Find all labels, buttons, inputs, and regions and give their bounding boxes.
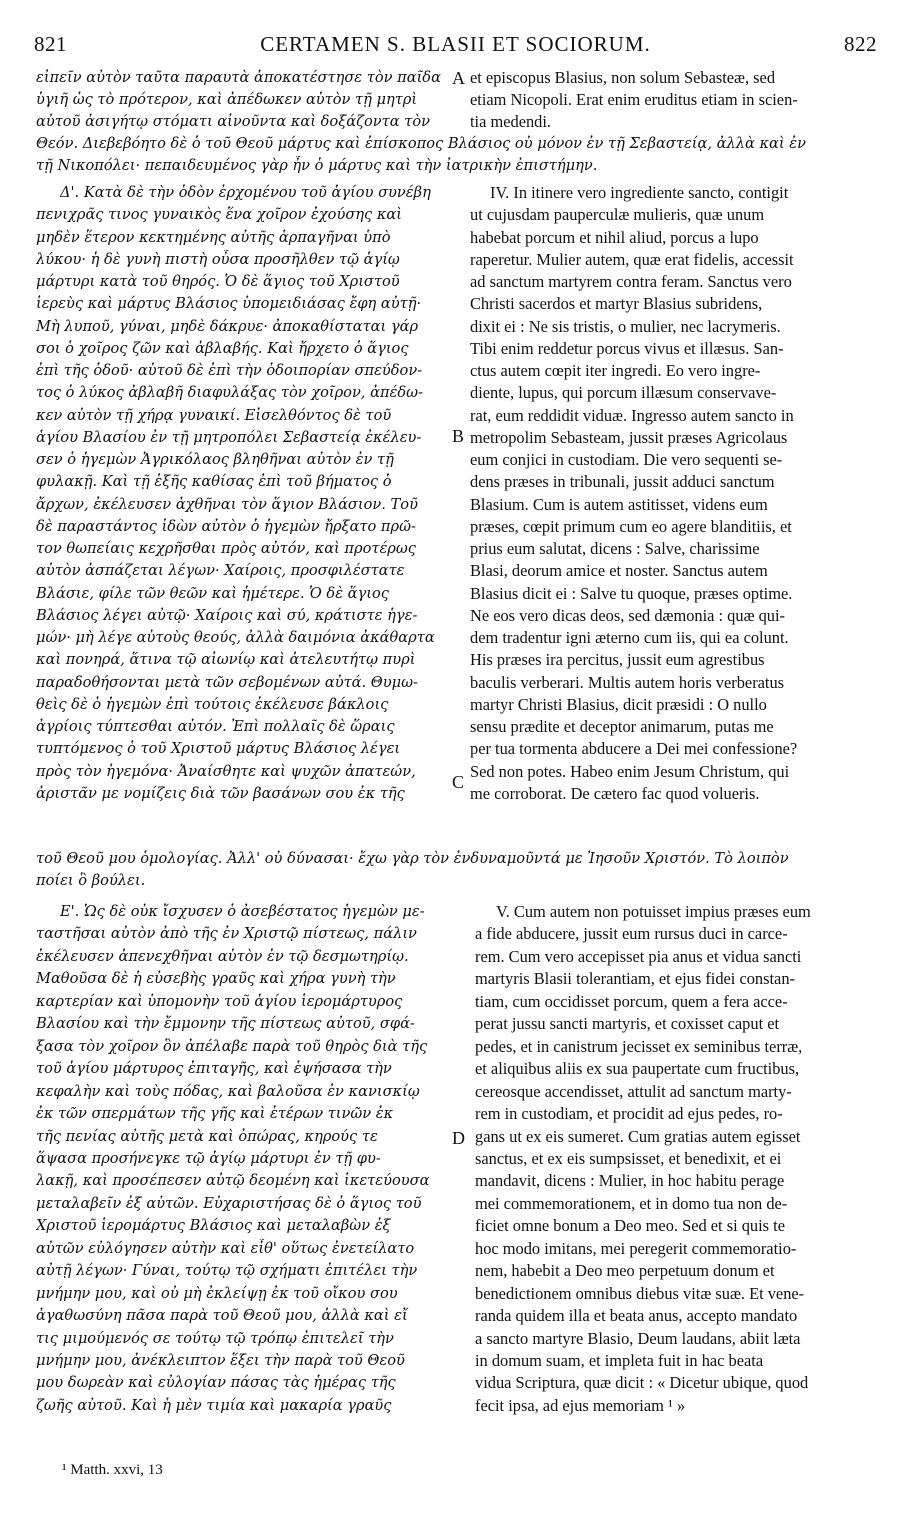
latin-lines-mid-line: habebat porcum et nihil aliud, porcus a lupo xyxy=(470,227,759,247)
latin-lines-mid-line: ctus autem cœpit iter ingredi. Eo vero ingre- xyxy=(470,361,761,380)
greek-lines-mid-line: σοι ὁ χοῖρος ζῶν καὶ ἀβλαβής. Καὶ ἤρχετο ὁ ἅγιος xyxy=(36,339,409,357)
greek-lines-mid-line: μών· μὴ λέγε αὐτοὺς θεούς, ἀλλὰ δαιμόνια ἀκάθαρτα xyxy=(36,629,435,646)
greek-lines-bottom-line: ἀγαθωσύνη πᾶσα παρὰ τοῦ Θεοῦ μου, ἀλλὰ καὶ εἴ xyxy=(36,1307,408,1325)
greek-lines-mid-line: πρὸς τὸν ἡγεμόνα· Ἀναίσθητε καὶ ψυχῶν ἀπατεών, xyxy=(36,762,416,780)
latin-lines-bottom-line: mei commemorationem, et in domo tua non de- xyxy=(475,1193,788,1213)
latin-lines-mid-line: Blasium. Cum is autem astitisset, videns eum xyxy=(470,494,768,514)
span-lines-2-line: ποίει ὃ βούλει. xyxy=(36,872,146,889)
greek-lines-mid-line: παραδοθήσονται μετὰ τῶν σεβομένων αὐτά. Θυμω- xyxy=(36,673,418,691)
greek-lines-bottom-line: Βλασίου καὶ τὴν ἔμμονην τῆς πίστεως αὐτοῦ, σφά- xyxy=(36,1015,415,1033)
greek-lines-bottom-line: καρτερίαν καὶ ὑπομονὴν τοῦ ἁγίου ἱερομάρτυρος xyxy=(36,992,403,1010)
page-number-left: 821 xyxy=(34,32,67,56)
latin-lines-top-line: tia medendi. xyxy=(470,112,552,131)
greek-lines-bottom-line: Μαθοῦσα δὲ ἡ εὐσεβὴς γραῦς καὶ χήρα γυνὴ τὴν xyxy=(36,970,396,988)
latin-lines-mid-line: Ne eos vero dicas deos, sed dæmonia : quæ qui- xyxy=(470,605,786,625)
greek-lines-mid-line: ἀγρίοις τύπτεσθαι αὐτόν. Ἐπὶ πολλαῖς δὲ ὥραις xyxy=(36,718,395,735)
latin-lines-bottom-line: randa quidem illa et beata anus, accepto mandato xyxy=(475,1306,798,1326)
footnote: ¹ Matth. xxvi, 13 xyxy=(62,1462,163,1478)
latin-lines-mid-line: me corroborat. De cætero fac quod volueris. xyxy=(470,783,760,803)
greek-lines-mid-line: ἁγίου Βλασίου ἐν τῇ μητροπόλει Σεβαστείᾳ ἐκέλευ- xyxy=(36,428,422,446)
greek-lines-bottom-line: αὐτῶν εὐλόγησεν αὐτὴν καὶ εἶθ' οὕτως ἐνετείλατο xyxy=(36,1239,415,1257)
latin-lines-mid-line: IV. In itinere vero ingrediente sancto, contigit xyxy=(490,183,789,202)
greek-lines-bottom-line: ἅψασα προσήνεγκε τῷ ἁγίῳ μάρτυρι ἐν τῇ φυ- xyxy=(36,1149,381,1167)
latin-lines-mid-line: baculis verberari. Multis autem horis verberatus xyxy=(470,672,785,692)
page-header xyxy=(34,32,877,62)
latin-lines-mid-line: sensu prædite et deceptor animarum, putas me xyxy=(470,717,774,736)
greek-lines-bottom-line: ξασα τὸν χοῖρον ὃν ἀπέλαβε παρὰ τοῦ θηρὸς διὰ τῆς xyxy=(36,1037,428,1055)
greek-lines-top-line: αὐτοῦ ἀσιγήτῳ στόματι αἰνοῦντα καὶ δοξάζοντα τὸν xyxy=(36,113,430,130)
latin-lines-bottom-line: pedes, et in canistrum jecisset ex seminibus terræ, xyxy=(475,1036,803,1056)
greek-lines-mid-line: σεν ὁ ἡγεμὼν Ἀγρικόλαος βληθῆναι αὐτὸν ἐν τῇ xyxy=(36,451,394,468)
greek-lines-mid-line: φυλακῇ. Καὶ τῇ ἑξῆς καθίσας ἐπὶ τοῦ βήματος ὁ xyxy=(36,473,392,491)
latin-lines-bottom-line: hoc modo imitans, mei peregerit commemoratio- xyxy=(475,1238,797,1258)
greek-lines-bottom-line: αὐτῇ λέγων· Γύναι, τούτῳ τῷ σχήματι ἐπιτέλει τὴν xyxy=(36,1262,418,1280)
greek-lines-mid-line: Βλάσιος λέγει αὐτῷ· Χαίροις καὶ σύ, κράτιστε ἡγε- xyxy=(36,606,418,624)
latin-lines-mid-line: dem tradentur igni æterno cum iis, qui ea colunt. xyxy=(470,628,789,647)
latin-lines-bottom-line: gans ut ex eis sumeret. Cum gratias autem egisset xyxy=(475,1126,801,1146)
greek-lines-mid-line: πενιχρᾶς τινος γυναικὸς ἕνα χοῖρον ἐχούσης καὶ xyxy=(36,206,403,224)
greek-lines-mid-line: αὐτὸν ἀσπάζεται λέγων· Χαίροις, προσφιλέστατε xyxy=(36,562,405,580)
latin-lines-bottom-line: a fide abducere, jussit eum rursus duci in carce- xyxy=(475,924,788,944)
greek-lines-bottom-line: κεφαλὴν καὶ τοὺς πόδας, καὶ βαλοῦσα ἐν κανισκίῳ xyxy=(36,1082,420,1100)
latin-lines-bottom-line: martyris Blasii tolerantiam, et ejus fidei constan- xyxy=(475,969,795,989)
greek-lines-mid-line: μηδὲν ἕτερον κεκτημένης αὐτῆς ἁρπαγῆναι ὑπὸ xyxy=(36,228,391,246)
greek-lines-mid-line: τυπτόμενος ὁ τοῦ Χριστοῦ μάρτυς Βλάσιος λέγει xyxy=(36,740,401,758)
margin-marker-a: A xyxy=(452,68,465,88)
greek-lines-bottom-line: μνήμην μου, καὶ οὐ μὴ ἐκλείψῃ ἐκ τοῦ οἴκου σου xyxy=(36,1284,398,1302)
greek-lines-bottom-line: λακῇ, καὶ προσέπεσεν αὐτῷ δεομένη καὶ ἱκετεύουσα xyxy=(36,1172,430,1190)
latin-lines-bottom-line: et aliquibus aliis ex sua paupertate cum fructibus, xyxy=(475,1059,800,1079)
greek-lines-mid-line: Μὴ λυποῦ, γύναι, μηδὲ δάκρυε· ἀποκαθίσταται γάρ xyxy=(36,317,419,335)
greek-lines-bottom-line: τις μιμούμενός σε τούτῳ τῷ τρόπῳ ἐπιτελεῖ τὴν xyxy=(36,1329,394,1347)
latin-lines-mid-line: Blasi, deorum amice et noster. Sanctus autem xyxy=(470,561,768,581)
latin-lines-bottom-line: tiam, cum occidisset porcum, quem a fera acce- xyxy=(475,991,788,1011)
greek-lines-mid-line: τον θωπείαις κεχρῆσθαι πρὸς αὐτόν, καὶ προτέρως xyxy=(36,540,416,557)
latin-lines-mid-line: Sed non potes. Habeo enim Jesum Christum, qui xyxy=(470,761,790,781)
latin-lines-top-line: etiam Nicopoli. Erat enim eruditus etiam in scien- xyxy=(470,90,798,109)
latin-lines-mid-line: præses, cœpit primum cum eo agere blanditiis, et xyxy=(470,516,792,536)
latin-lines-bottom-line: perat jussu sancti martyris, et coxisset caput et xyxy=(475,1014,780,1034)
latin-lines-bottom-line: vidua Scriptura, quæ dicit : « Dicetur ubique, quod xyxy=(475,1373,809,1393)
greek-lines-bottom-line: Ε'. Ὡς δὲ οὐκ ἴσχυσεν ὁ ἀσεβέστατος ἡγεμὼν με- xyxy=(60,903,425,920)
latin-lines-mid-line: dixit ei : Ne sis tristis, o mulier, nec lacrymeris. xyxy=(470,316,781,336)
greek-lines-mid-line: θεὶς δὲ ὁ ἡγεμὼν ἐπὶ τούτοις ἐκέλευσε βάκλοις xyxy=(36,695,389,713)
latin-lines-mid-line: ut cujusdam pauperculæ mulieris, quæ unum xyxy=(470,205,765,225)
latin-lines-mid-line: rat, eum reddidit viduæ. Ingresso autem sancto in xyxy=(470,405,794,425)
latin-lines-bottom-line: cereosque accendisset, attulit ad sanctum marty- xyxy=(475,1081,792,1101)
greek-lines-bottom-line: μεταλαβεῖν ἐξ αὐτῶν. Εὐχαριστήσας δὲ ὁ ἅγιος τοῦ xyxy=(36,1194,422,1212)
greek-lines-bottom-line: ἐκέλευσεν ἀπενεχθῆναι αὐτὸν ἐν τῷ δεσμωτηρίῳ. xyxy=(36,947,409,965)
latin-lines-bottom-line: mandavit, dicens : Mulier, in hoc habitu perage xyxy=(475,1171,785,1191)
greek-lines-bottom-line: μου δωρεὰν καὶ εὐλογίαν πάσας τὰς ἡμέρας τῆς xyxy=(36,1374,396,1392)
latin-lines-mid-line: martyr Christi Blasius, dicit præsidi : O nullo xyxy=(470,694,767,714)
span-lines-1-line: τῇ Νικοπόλει· πεπαιδευμένος γὰρ ἦν ὁ μάρτυς καὶ τὴν ἰατρικὴν ἐπιστήμην. xyxy=(36,157,598,174)
latin-lines-mid-line: Christi sacerdos et martyr Blasius subridens, xyxy=(470,294,763,314)
greek-lines-mid-line: λύκου· ἡ δὲ γυνὴ πιστὴ οὖσα προσῆλθεν τῷ ἁγίῳ xyxy=(36,250,400,268)
latin-lines-bottom-line: rem in custodiam, et procidit ad ejus pedes, ro- xyxy=(475,1104,783,1124)
latin-lines-bottom-line: benedictionem omnibus diebus vitæ suæ. Et vene- xyxy=(475,1283,805,1303)
greek-lines-mid-line: Βλάσιε, φίλε τῶν θεῶν καὶ ἡμέτερε. Ὁ δὲ ἅγιος xyxy=(36,584,389,602)
latin-lines-mid-line: raperetur. Mulier autem, quæ erat fidelis, accessit xyxy=(470,249,794,269)
latin-lines-mid-line: ad sanctum martyrem contra feram. Sanctus vero xyxy=(470,272,792,291)
greek-lines-bottom-line: τοῦ ἁγίου μάρτυρος ἐπιταγῆς, καὶ ἑψήσασα τὴν xyxy=(36,1060,392,1078)
latin-lines-mid-line: metropolim Sebasteam, jussit præses Agricolaus xyxy=(470,427,788,447)
greek-lines-bottom-line: μνήμην μου, ἀνέκλειπτον ἕξει τὴν παρὰ τοῦ Θεοῦ xyxy=(36,1352,405,1369)
latin-lines-bottom-line: ficiet omne bonum a Deo meo. Sed et si quis te xyxy=(475,1216,785,1236)
margin-marker-d: D xyxy=(452,1128,465,1148)
latin-lines-mid-line: Blasius dicit ei : Salve tu quoque, præses optime. xyxy=(470,583,793,603)
latin-lines-mid-line: eum conjici in custodiam. Die vero sequenti se- xyxy=(470,450,783,469)
latin-lines-bottom-line: fecit ipsa, ad ejus memoriam ¹ » xyxy=(475,1395,686,1415)
latin-lines-mid-line: prius eum salutat, dicens : Salve, charissime xyxy=(470,539,760,558)
span-lines-1-line: Θεόν. Διεβεβόητο δὲ ὁ τοῦ Θεοῦ μάρτυς καὶ ἐπίσκοπος Βλάσιος οὐ μόνον ἐν τῇ Σεβαστείᾳ, ἀλλὰ καὶ ἐν xyxy=(36,135,806,152)
greek-lines-mid-line: κεν αὐτὸν τῇ χήρᾳ γυναικί. Εἰσελθόντος δὲ τοῦ xyxy=(36,406,392,424)
greek-lines-mid-line: ἀριστᾶν με νομίζεις διὰ τῶν βασάνων σου ἐκ τῆς xyxy=(36,784,405,802)
greek-lines-mid-line: καὶ πονηρά, ἅτινα τῷ αἰωνίῳ καὶ ἀτελευτήτῳ πυρὶ xyxy=(36,651,416,669)
greek-lines-bottom-line: ταστῆσαι αὐτὸν ἀπὸ τῆς ἐν Χριστῷ πίστεως, πάλιν xyxy=(36,925,417,943)
greek-lines-mid-line: μάρτυρι κατὰ τοῦ θηρός. Ὁ δὲ ἅγιος τοῦ Χριστοῦ xyxy=(36,273,400,290)
margin-marker-b: B xyxy=(452,426,465,446)
latin-lines-mid-line: per tua tormenta abducere a Dei mei confessione? xyxy=(470,739,798,759)
greek-lines-bottom-line: Χριστοῦ ἱερομάρτυς Βλάσιος καὶ μεταλαβὼν ἐξ xyxy=(36,1217,391,1235)
latin-lines-bottom-line: in domum suam, et impleta fuit in hac beata xyxy=(475,1351,764,1370)
margin-marker-c: C xyxy=(452,772,465,792)
latin-lines-mid-line: Tibi enim reddetur porcus vivus et illæsus. San- xyxy=(470,338,784,358)
greek-lines-mid-line: τος ὁ λύκος ἀβλαβῆ διαφυλάξας τὸν χοῖρον, ἀπέδω- xyxy=(36,384,423,402)
latin-lines-mid-line: dens præses in tribunali, jussit adduci sanctum xyxy=(470,472,775,492)
greek-lines-mid-line: ἄρχων, ἐκέλευσεν ἀχθῆναι τὸν ἅγιον Βλάσιον. Τοῦ xyxy=(36,495,418,513)
span-lines-2-line: τοῦ Θεοῦ μου ὁμολογίας. Ἀλλ' οὐ δύνασαι· ἔχω γὰρ τὸν ἐνδυναμοῦντά με Ἰησοῦν Χριστόν. Τὸ λοιπὸν xyxy=(36,850,789,867)
latin-lines-top-line: et episcopus Blasius, non solum Sebasteæ, sed xyxy=(470,68,776,87)
greek-lines-top-line: ὑγιῆ ὡς τὸ πρότερον, καὶ ἀπέδωκεν αὐτὸν τῇ μητρὶ xyxy=(36,91,418,108)
latin-lines-mid-line: His præses ira percitus, jussit eum agrestibus xyxy=(470,650,765,670)
page-number-right: 822 xyxy=(844,32,877,56)
greek-lines-mid-line: ἱερεὺς καὶ μάρτυς Βλάσιος ὑπομειδιάσας ἔφη αὐτῇ· xyxy=(36,295,422,313)
latin-lines-bottom-line: rem. Cum vero accepisset pia anus et vidua sancti xyxy=(475,946,802,966)
latin-lines-bottom-line: sanctus, et ex eis sumpsisset, et benedixit, et ei xyxy=(475,1148,782,1168)
running-title: CERTAMEN S. BLASII ET SOCIORUM. xyxy=(260,32,651,56)
latin-lines-bottom-line: nem, habebit a Deo meo perpetuum donum et xyxy=(475,1261,775,1281)
greek-lines-bottom-line: τῆς πενίας αὐτῆς μετὰ καὶ ὀπώρας, κηρούς τε xyxy=(36,1127,378,1145)
greek-lines-bottom-line: ἐκ τῶν σπερμάτων τῆς γῆς καὶ ἑτέρων τινῶν ἐκ xyxy=(36,1105,394,1123)
greek-lines-bottom-line: ζωῆς αὐτοῦ. Καὶ ἡ μὲν τιμία καὶ μακαρία γραῦς xyxy=(36,1396,392,1414)
greek-lines-mid-line: δὲ παραστάντος ἰδὼν αὐτὸν ὁ ἡγεμὼν ἤρξατο πρῶ- xyxy=(36,517,416,535)
latin-lines-mid-line: diente, lupus, qui porcum illæsum conservave- xyxy=(470,383,777,403)
latin-lines-bottom-line: a sancto martyre Blasio, Deum laudans, abiit læta xyxy=(475,1328,801,1348)
greek-lines-mid-line: Δ'. Κατὰ δὲ τὴν ὁδὸν ἐρχομένου τοῦ ἁγίου συνέβη xyxy=(60,184,431,201)
greek-lines-top-line: εἰπεῖν αὐτὸν ταῦτα παραυτὰ ἀποκατέστησε τὸν παῖδα xyxy=(36,69,441,86)
latin-lines-bottom-line: V. Cum autem non potuisset impius præses eum xyxy=(496,902,811,921)
greek-lines-mid-line: ἐπὶ τῆς ὁδοῦ· αὐτοῦ δὲ ἐπὶ τὴν ὁδοιπορίαν σπεύδον- xyxy=(36,362,423,379)
